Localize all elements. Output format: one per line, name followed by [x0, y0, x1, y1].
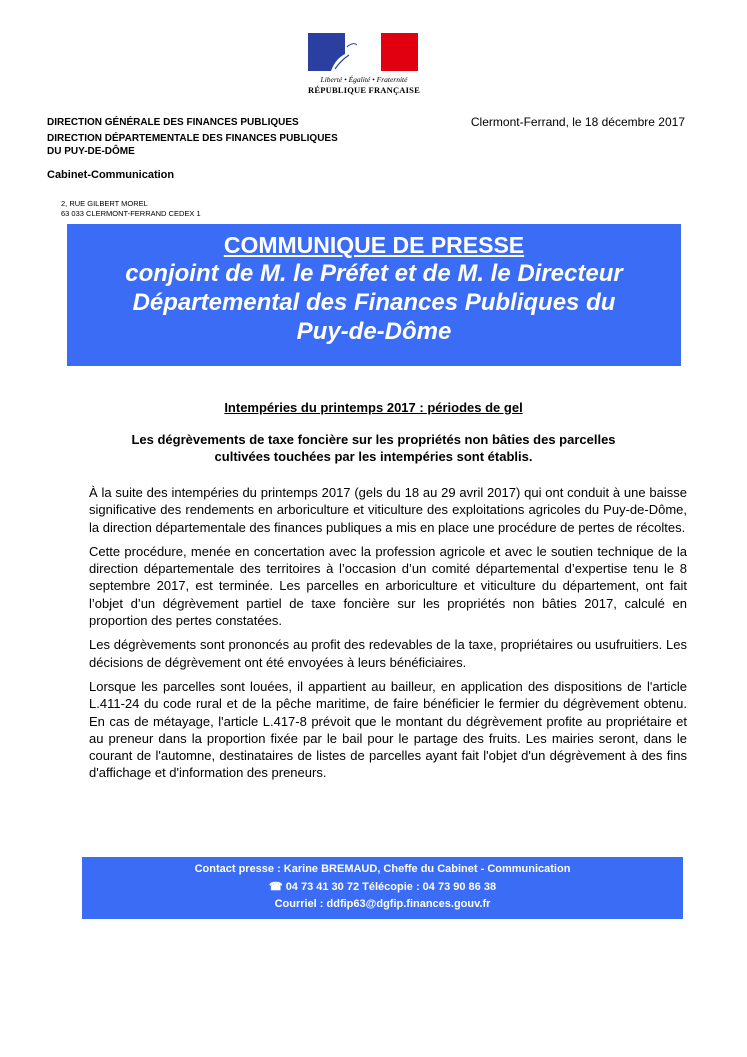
lead-statement	[90, 431, 657, 465]
banner-title: COMMUNIQUE DE PRESSE	[223, 232, 525, 258]
body-paragraph: Cette procédure, menée en concertation avec la profession agricole et avec le soutien technique de la direction départementale des territoires à l’occasion d’un comité départemental d’expertise tenu le 8 septembre 2017, est terminée. Les parcelles en arboriculture et viticulture du département, ont fait l’objet d’un dégrèvement partiel de taxe foncière sur les propriétés non bâties 2017, calculé en proportion des pertes constatées.	[89, 543, 687, 629]
contact-name: Contact presse : Karine BREMAUD, Cheffe du Cabinet - Communication	[194, 863, 571, 875]
body-paragraph: Les dégrèvements sont prononcés au profit des redevables de la taxe, propriétaires ou usufruitiers. Les décisions de dégrèvement ont été envoyées à leurs bénéficiaires.	[89, 637, 687, 670]
marianne-logo	[308, 33, 420, 95]
address-line: 63 033 CLERMONT-FERRAND CEDEX 1	[61, 209, 201, 218]
phone-numbers: 04 73 41 30 72 Télécopie : 04 73 90 86 38	[285, 880, 497, 893]
marianne-profile-icon	[325, 33, 365, 71]
body-paragraph: Lorsque les parcelles sont louées, il appartient au bailleur, en application des dispositions de l'article L.411-24 du code rural et de la pêche maritime, de faire bénéficier le fermier du dégrèvement obtenu. En cas de métayage, l'article L.417-8 prévoit que le montant du dégrèvement profite au propriétaire et au preneur dans la proportion fixée par le bail pour le partage des fruits. Les mairies seront, dans le courant de l'automne, destinataires de listes de parcelles ayant fait l'objet d'un dégrèvement à des fins d'affichage et d'information des preneurs.	[89, 678, 687, 781]
banner-subtitle-line: Départemental des Finances Publiques du	[132, 289, 616, 316]
press-release-banner	[67, 224, 681, 366]
address-line: 2, RUE GILBERT MOREL	[61, 199, 148, 208]
tricolor-logo-mark	[308, 33, 418, 71]
republic-motto: Liberté • Égalité • Fraternité	[320, 75, 408, 84]
body-paragraph: À la suite des intempéries du printemps 2017 (gels du 18 au 29 avril 2017) qui ont conduit à une baisse significative des rendements en arboriculture et viticulture des exploitations agricoles du Puy-de-Dôme, la direction départementale des finances publiques a mis en place une procédure de pertes de récoltes.	[89, 485, 687, 535]
service-name: Cabinet-Communication	[47, 169, 175, 181]
press-contact-box	[82, 857, 683, 919]
phone-icon: ☎	[268, 880, 283, 893]
ddfip-heading-line2: DU PUY-DE-DÔME	[47, 146, 135, 157]
republic-name: RÉPUBLIQUE FRANÇAISE	[308, 85, 420, 95]
banner-subtitle-line: Puy-de-Dôme	[296, 318, 452, 345]
document-date: Clermont-Ferrand, le 18 décembre 2017	[470, 115, 685, 129]
ddfip-heading-line1: DIRECTION DÉPARTEMENTALE DES FINANCES PUBLIQUES	[47, 133, 338, 144]
contact-email: Courriel : ddfip63@dgfip.finances.gouv.fr	[274, 898, 491, 910]
body-text	[89, 484, 687, 789]
contact-phone	[82, 879, 683, 897]
lead-line: Les dégrèvements de taxe foncière sur les propriétés non bâties des parcelles	[131, 432, 616, 447]
subject-heading: Intempéries du printemps 2017 : périodes de gel	[224, 400, 523, 415]
dgfip-heading: DIRECTION GÉNÉRALE DES FINANCES PUBLIQUES	[47, 117, 299, 128]
banner-subtitle-line: conjoint de M. le Préfet et de M. le Directeur	[125, 260, 623, 287]
postal-address	[61, 199, 201, 219]
lead-line: cultivées touchées par les intempéries sont établis.	[214, 449, 533, 464]
